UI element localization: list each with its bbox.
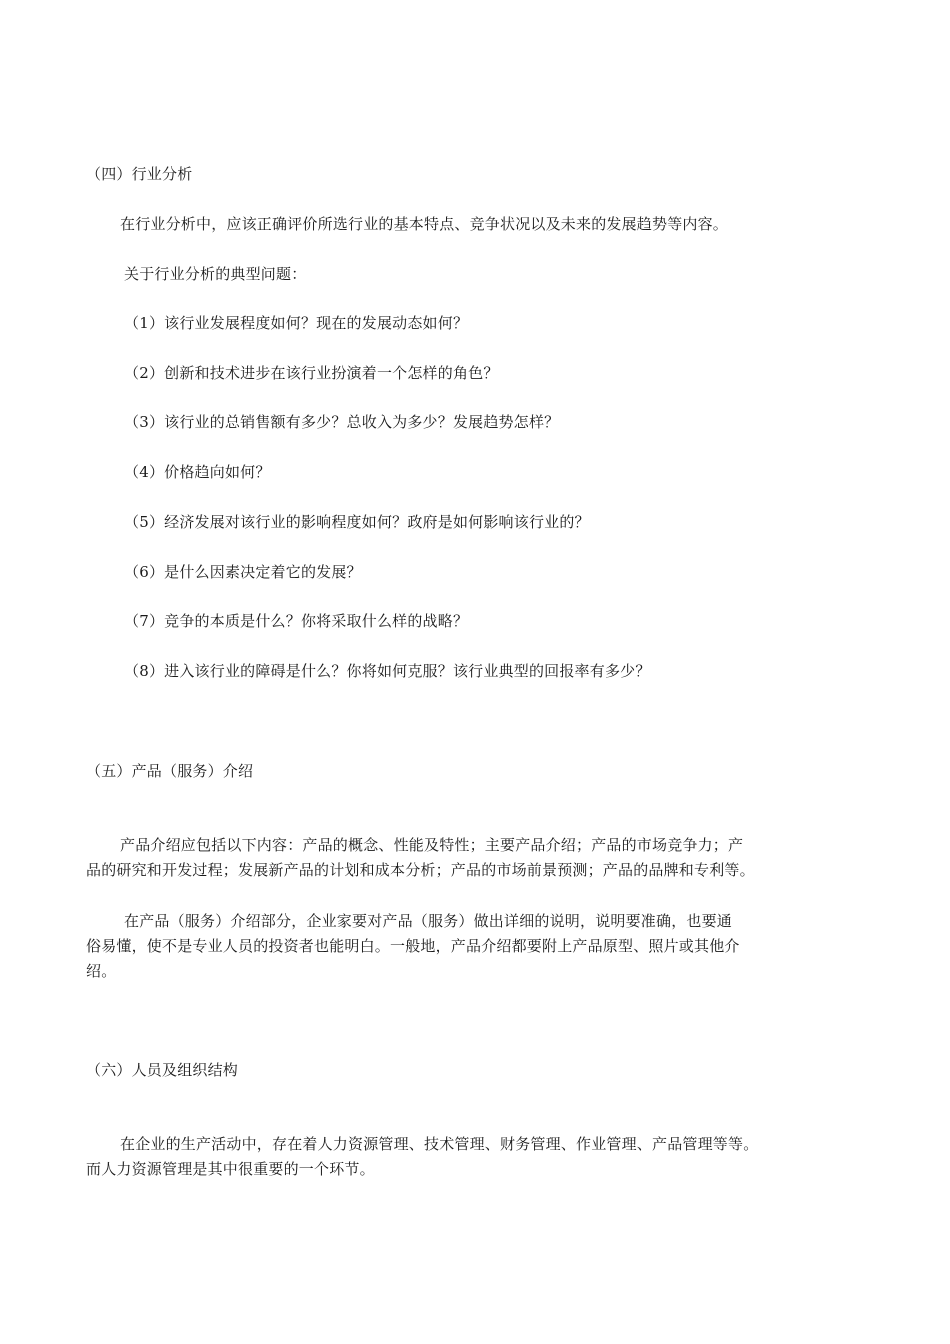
question-item: （1）该行业发展程度如何？现在的发展动态如何？ [124, 314, 469, 332]
section-heading-industry-analysis: （四）行业分析 [86, 165, 193, 183]
question-item: （3）该行业的总销售额有多少？总收入为多少？发展趋势怎样？ [124, 413, 560, 431]
personnel-para1-line2: 而人力资源管理是其中很重要的一个环节。 [86, 1160, 375, 1178]
typical-questions-title: 关于行业分析的典型问题： [124, 265, 307, 283]
personnel-para1-line1: 在企业的生产活动中，存在着人力资源管理、技术管理、财务管理、作业管理、产品管理等等。 [120, 1135, 759, 1153]
product-intro-para1-line2: 品的研究和开发过程；发展新产品的计划和成本分析；产品的市场前景预测；产品的品牌和专利等。 [86, 861, 755, 879]
question-item: （7）竞争的本质是什么？你将采取什么样的战略？ [124, 612, 469, 630]
question-item: （8）进入该行业的障碍是什么？你将如何克服？该行业典型的回报率有多少？ [124, 662, 651, 680]
product-intro-para2-line3: 绍。 [86, 962, 117, 980]
product-intro-para1-line1: 产品介绍应包括以下内容：产品的概念、性能及特性；主要产品介绍；产品的市场竞争力；产 [120, 836, 744, 854]
section-heading-product-intro: （五）产品（服务）介绍 [86, 762, 254, 780]
question-item: （6）是什么因素决定着它的发展？ [124, 563, 362, 581]
question-item: （2）创新和技术进步在该行业扮演着一个怎样的角色？ [124, 364, 499, 382]
section-heading-personnel-structure: （六）人员及组织结构 [86, 1061, 239, 1079]
industry-analysis-intro: 在行业分析中，应该正确评价所选行业的基本特点、竞争状况以及未来的发展趋势等内容。 [120, 215, 729, 233]
question-item: （5）经济发展对该行业的影响程度如何？政府是如何影响该行业的？ [124, 513, 590, 531]
product-intro-para2-line2: 俗易懂，使不是专业人员的投资者也能明白。一般地，产品介绍都要附上产品原型、照片或其他介 [86, 937, 740, 955]
question-item: （4）价格趋向如何？ [124, 463, 271, 481]
product-intro-para2-line1: 在产品（服务）介绍部分，企业家要对产品（服务）做出详细的说明，说明要准确，也要通 [124, 912, 733, 930]
